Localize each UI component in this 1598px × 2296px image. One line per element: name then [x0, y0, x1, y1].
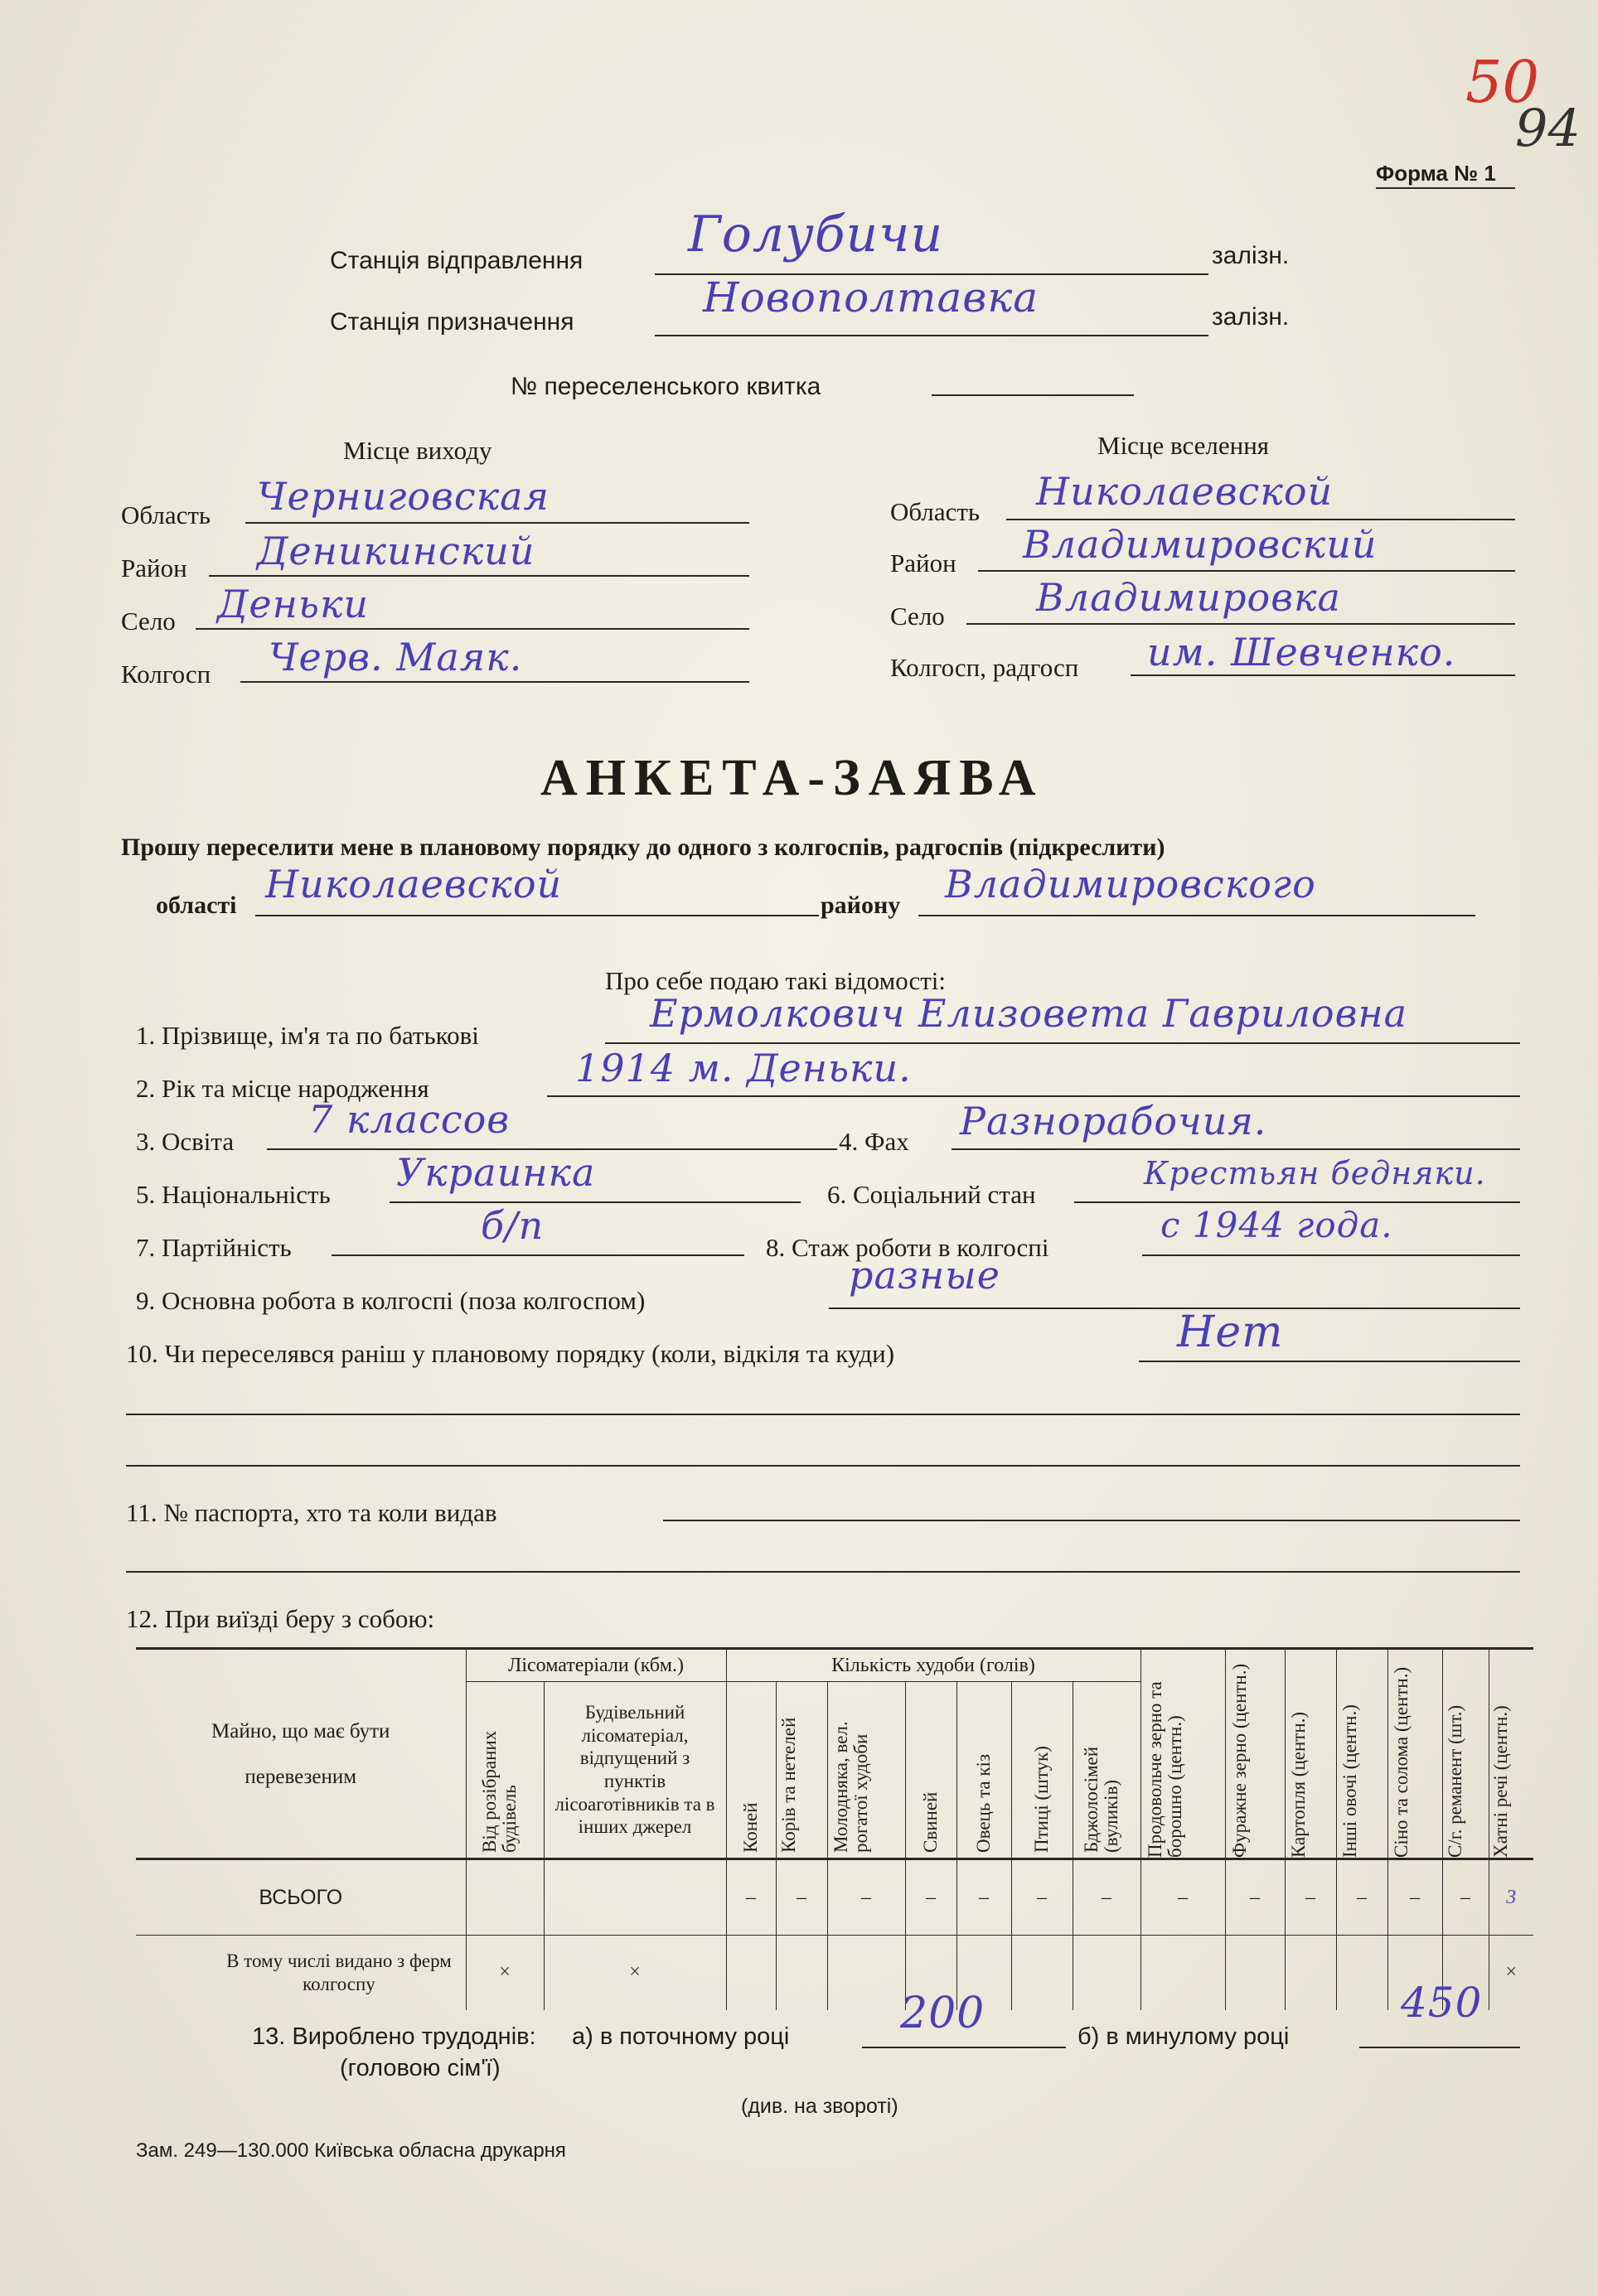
- field-8-value: с 1944 года.: [1160, 1205, 1393, 1245]
- origin-selo-value: Деньки: [217, 582, 370, 626]
- destination-kolhosp-value: им. Шевченко.: [1147, 630, 1456, 674]
- field-10-label: 10. Чи переселявся раніш у плановому порядку (коли, відкіля та куди): [126, 1339, 895, 1368]
- livestock-group-header: Кількість худоби (голів): [726, 1649, 1140, 1682]
- col-food-grain: Продовольче зерно та борошно (центн.): [1140, 1649, 1225, 1859]
- ticket-label: № переселенського квитка: [511, 373, 821, 400]
- cell-issued-cows: [776, 1936, 827, 2010]
- cell-issued-building: ×: [544, 1936, 726, 2010]
- field-1-line: [605, 1042, 1520, 1044]
- destination-oblast-label: Область: [890, 497, 981, 526]
- cell-total-hay: –: [1387, 1859, 1442, 1936]
- cell-total-poultry: –: [1011, 1859, 1073, 1936]
- document-title: АНКЕТА-ЗАЯВА: [540, 750, 1044, 806]
- property-header: Майно, що має бути перевезеним: [136, 1649, 466, 1859]
- station-departure-suffix: залізн.: [1212, 242, 1290, 269]
- turn-over-note: (див. на звороті): [741, 2095, 898, 2118]
- destination-selo-line: [966, 623, 1515, 625]
- field-7-label: 7. Партійність: [136, 1233, 292, 1262]
- destination-selo-label: Село: [890, 602, 945, 631]
- station-departure-value: Голубичи: [688, 205, 944, 263]
- workdays-current-label: а) в поточному році: [572, 2023, 790, 2050]
- field-2-line: [547, 1095, 1520, 1097]
- field-3-value: 7 классов: [308, 1097, 511, 1142]
- origin-raion-value: Деникинский: [257, 529, 535, 573]
- row-total-label: ВСЬОГО: [136, 1859, 466, 1936]
- lumber-group-header: Лісоматеріали (кбм.): [466, 1649, 726, 1682]
- field-6-label: 6. Соціальний стан: [827, 1180, 1036, 1209]
- cell-total-horses: –: [726, 1859, 776, 1936]
- field-10-line: [1139, 1361, 1520, 1362]
- origin-kolhosp-line: [240, 681, 749, 683]
- cell-total-fodder: –: [1225, 1859, 1285, 1936]
- archive-sheet-number: 94: [1515, 98, 1581, 158]
- cell-issued-potatoes: [1285, 1936, 1336, 2010]
- field-2-label: 2. Рік та місце народження: [136, 1074, 429, 1103]
- cell-total-building: [544, 1859, 726, 1936]
- field-11-line: [663, 1520, 1520, 1521]
- ticket-line: [932, 394, 1134, 396]
- col-household: Хатні речі (центн.): [1489, 1649, 1533, 1859]
- destination-raion-value: Владимировский: [1023, 522, 1378, 567]
- col-sheep: Овець та кіз: [956, 1682, 1011, 1859]
- origin-oblast-label: Область: [121, 500, 211, 529]
- row-issued: [136, 1936, 1533, 2010]
- origin-selo-label: Село: [121, 607, 176, 636]
- intro-text: Про себе подаю такі відомості:: [605, 966, 947, 995]
- row-issued-label: В тому числі видано з ферм колгоспу: [136, 1936, 466, 2010]
- station-destination-suffix: залізн.: [1212, 303, 1290, 331]
- col-farm-tools: С/г. реманент (шт.): [1442, 1649, 1489, 1859]
- row-total: [136, 1859, 1533, 1936]
- field-9-line: [829, 1308, 1520, 1309]
- request-raion-line: [918, 915, 1475, 916]
- workdays-previous-line: [1359, 2047, 1520, 2048]
- cell-total-household: 3: [1489, 1859, 1533, 1936]
- destination-raion-line: [978, 570, 1515, 572]
- field-8-line: [1142, 1254, 1520, 1256]
- destination-kolhosp-line: [1131, 674, 1515, 676]
- field-4-line: [952, 1148, 1520, 1150]
- request-raion-label: району: [821, 892, 901, 919]
- cell-total-pigs: –: [905, 1859, 956, 1936]
- destination-selo-value: Владимировка: [1036, 575, 1341, 620]
- cell-total-bees: –: [1073, 1859, 1140, 1936]
- col-young-cattle: Молодняка, вел. рогатої худоби: [827, 1682, 905, 1859]
- field-5-line: [390, 1201, 801, 1203]
- cell-issued-young: [827, 1936, 905, 2010]
- cell-total-sheep: –: [956, 1859, 1011, 1936]
- origin-oblast-line: [245, 522, 749, 524]
- workdays-current-line: [862, 2047, 1066, 2048]
- cell-issued-household: ×: [1489, 1936, 1533, 2010]
- origin-raion-label: Район: [121, 553, 187, 582]
- field-7-value: б/п: [481, 1203, 545, 1248]
- cell-issued-horses: [726, 1936, 776, 2010]
- field-11-label: 11. № паспорта, хто та коли видав: [126, 1498, 497, 1527]
- field-9-value: разные: [849, 1253, 1000, 1298]
- col-bees: Бджолосімей (вуликів): [1073, 1682, 1140, 1859]
- cell-total-young: –: [827, 1859, 905, 1936]
- col-potatoes: Картопля (центн.): [1285, 1649, 1336, 1859]
- origin-raion-line: [209, 575, 749, 577]
- col-fodder-grain: Фуражне зерно (центн.): [1225, 1649, 1285, 1859]
- cell-total-vegetables: –: [1336, 1859, 1387, 1936]
- workdays-previous-label: б) в минулому році: [1077, 2023, 1290, 2050]
- field-12-label: 12. При виїзді беру з собою:: [126, 1604, 435, 1633]
- col-vegetables: Інші овочі (центн.): [1336, 1649, 1387, 1859]
- field-5-value: Украинка: [396, 1150, 596, 1195]
- field-2-value: 1914 м. Деньки.: [575, 1046, 912, 1090]
- request-oblast-line: [255, 915, 819, 916]
- col-hay: Сіно та солома (центн.): [1387, 1649, 1442, 1859]
- origin-oblast-value: Черниговская: [257, 474, 550, 519]
- origin-kolhosp-label: Колгосп: [121, 660, 211, 689]
- cell-issued-food: [1140, 1936, 1225, 2010]
- field-3-label: 3. Освіта: [136, 1127, 235, 1156]
- field-10-extra-line-1: [126, 1414, 1520, 1415]
- field-10-extra-line-2: [126, 1465, 1520, 1467]
- destination-heading: Місце вселення: [1097, 431, 1270, 460]
- field-9-label: 9. Основна робота в колгоспі (поза колгоспом): [136, 1286, 646, 1315]
- col-building-material: Будівельний лісоматеріал, відпущений з пунктів лісоаготівників та в інших джерел: [544, 1682, 726, 1859]
- field-5-label: 5. Національність: [136, 1180, 331, 1209]
- form-number: Форма № 1: [1376, 161, 1496, 186]
- station-departure-label: Станція відправлення: [330, 247, 584, 274]
- cell-total-food: –: [1140, 1859, 1225, 1936]
- workdays-sublabel: (головою сім'ї): [340, 2055, 501, 2081]
- printer-info: Зам. 249—130.000 Київська обласна друкарня: [136, 2139, 566, 2162]
- station-destination-label: Станція призначення: [330, 308, 574, 336]
- field-7-line: [332, 1254, 744, 1256]
- field-8-label: 8. Стаж роботи в колгоспі: [766, 1233, 1049, 1262]
- origin-heading: Місце виходу: [343, 436, 492, 465]
- cell-issued-bees: [1073, 1936, 1140, 2010]
- workdays-current-value: 200: [900, 1989, 985, 2038]
- field-1-value: Ермолкович Елизовета Гавриловна: [650, 991, 1408, 1036]
- origin-selo-line: [196, 628, 749, 630]
- cell-total-tools: –: [1442, 1859, 1489, 1936]
- cell-issued-vegetables: [1336, 1936, 1387, 2010]
- station-destination-value: Новополтавка: [703, 273, 1039, 321]
- field-10-value: Нет: [1177, 1308, 1284, 1357]
- cell-total-cows: –: [776, 1859, 827, 1936]
- workdays-previous-value: 450: [1401, 1979, 1483, 2027]
- field-6-value: Крестьян бедняки.: [1144, 1155, 1486, 1192]
- workdays-label: 13. Вироблено трудоднів:: [252, 2023, 536, 2050]
- field-4-value: Разнорабочия.: [960, 1099, 1267, 1143]
- origin-kolhosp-value: Черв. Маяк.: [269, 635, 523, 679]
- destination-oblast-value: Николаевской: [1036, 469, 1334, 514]
- destination-oblast-line: [1006, 519, 1515, 520]
- request-oblast-value: Николаевской: [265, 862, 563, 906]
- field-4-label: 4. Фах: [839, 1127, 909, 1156]
- col-pigs: Свиней: [905, 1682, 956, 1859]
- request-text: Прошу переселити мене в плановому порядку до одного з колгоспів, радгоспів (підкреслити): [121, 834, 1165, 861]
- field-6-line: [1074, 1201, 1520, 1203]
- field-1-label: 1. Прізвище, ім'я та по батькові: [136, 1021, 479, 1050]
- request-oblast-label: області: [156, 892, 237, 919]
- cell-total-potatoes: –: [1285, 1859, 1336, 1936]
- belongings-table: [136, 1647, 1533, 2010]
- col-horses: Коней: [726, 1682, 776, 1859]
- cell-issued-poultry: [1011, 1936, 1073, 2010]
- destination-kolhosp-label: Колгосп, радгосп: [890, 653, 1079, 682]
- cell-issued-dismantled: ×: [466, 1936, 544, 2010]
- col-dismantled: Від розібраних будівель: [466, 1682, 544, 1859]
- archive-sheet-number-red: 50: [1465, 48, 1540, 116]
- col-poultry: Птиці (штук): [1011, 1682, 1073, 1859]
- cell-issued-fodder: [1225, 1936, 1285, 2010]
- request-raion-value: Владимировского: [945, 862, 1316, 906]
- cell-total-dismantled: [466, 1859, 544, 1936]
- form-number-underline: [1376, 187, 1515, 189]
- field-11-extra-line: [126, 1571, 1520, 1573]
- col-cows: Корів та нетелей: [776, 1682, 827, 1859]
- station-destination-line: [655, 335, 1208, 336]
- destination-raion-label: Район: [890, 549, 956, 578]
